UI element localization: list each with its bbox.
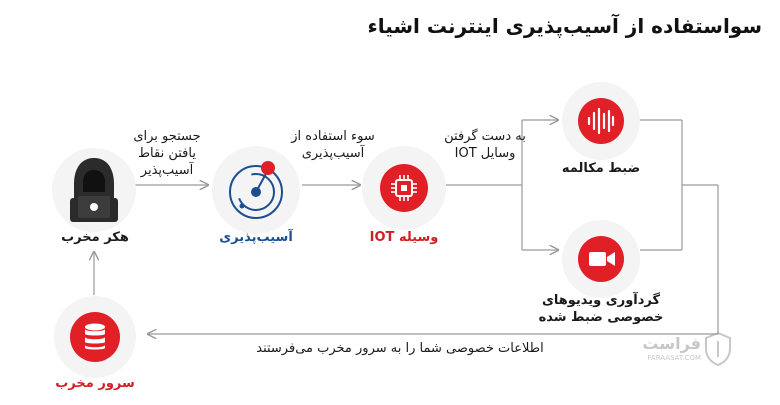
hacker-icon <box>64 154 124 224</box>
call-circle <box>562 82 640 160</box>
video-circle <box>562 220 640 298</box>
radar-icon <box>224 156 288 224</box>
control-line-2: وسایل IOT <box>454 146 516 161</box>
page-title: سواستفاده از آسیب‌پذیری اینترنت اشیاء <box>367 14 762 38</box>
database-icon <box>84 323 106 351</box>
sound-wave-icon <box>586 107 616 135</box>
watermark-name: فراست <box>642 334 701 353</box>
video-label-line-1: گردآوری ویدیوهای <box>541 293 661 308</box>
exploit-line-1: سوء استفاده از <box>291 129 375 144</box>
watermark <box>625 330 735 372</box>
video-label-line-2: خصوصی ضبط شده <box>538 310 664 325</box>
server-label: سرور مخرب <box>55 376 135 391</box>
chip-icon <box>390 174 418 202</box>
vuln-label: آسیب‌پذیری <box>219 230 293 245</box>
control-line-1: به دست گرفتن <box>444 129 526 144</box>
search-line-3: آسیب‌پذیر <box>140 163 194 178</box>
exploit-line-2: آسیب‌پذیری <box>301 146 365 161</box>
video-camera-icon <box>588 250 616 268</box>
server-circle <box>54 296 136 378</box>
send-label: اطلاعات خصوصی شما را به سرور مخرب می‌فرستند <box>256 341 544 356</box>
iot-label: وسیله IOT <box>369 230 439 245</box>
hacker-label: هکر مخرب <box>61 230 129 245</box>
search-line-2: یافتن نقاط <box>138 146 196 161</box>
shield-logo-icon <box>705 332 731 366</box>
watermark-sub: FARAASAT.COM <box>647 354 701 362</box>
call-label: ضبط مکالمه <box>561 161 641 176</box>
search-line-1: جستجو برای <box>133 129 201 144</box>
